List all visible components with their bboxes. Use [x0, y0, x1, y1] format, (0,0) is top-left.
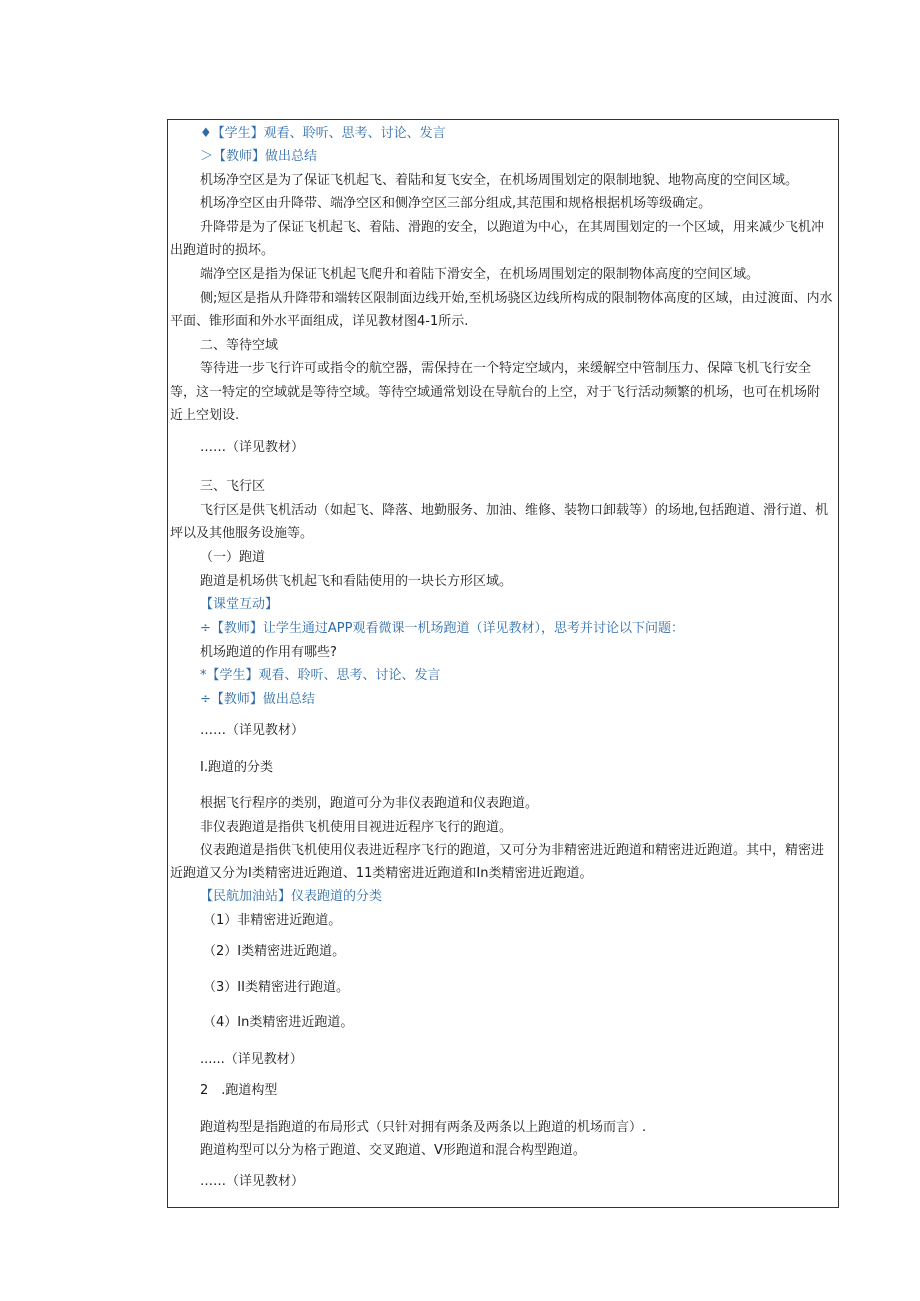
paragraph-line: 跑道构型可以分为格亍跑道、交叉跑道、V形跑道和混合构型跑道。 — [200, 1143, 586, 1158]
list-item: （1）非精密进近跑道。 — [203, 913, 342, 928]
paragraph-line: 近上空划设. — [170, 408, 240, 423]
teacher-summary-line: ＞【教师】做出总结 — [200, 149, 318, 164]
paragraph-line: 根据飞行程序的类别，跑道可分为非仪表跑道和仪表跑道。 — [200, 796, 539, 811]
paragraph-line: 等，这一特定的空域就是等待空域。等待空域通常划设在导航台的上空，对于飞行活动频繁的机场，也可在机场附 — [170, 385, 821, 400]
paragraph-line: 平面、锥形面和外水平面组成，详见教材图4-1所示. — [170, 314, 469, 329]
see-textbook-note: ......（详见教材） — [200, 1052, 303, 1067]
see-textbook-note: ……（详见教材） — [200, 1174, 305, 1189]
teacher-summary-line: ÷【教师】做出总结 — [200, 692, 315, 707]
question-line: 机场跑道的作用有哪些? — [200, 645, 337, 660]
paragraph-line: 升降带是为了保证飞机起飞、着陆、滑跑的安全，以跑道为中心，在其周围划定的一个区域，用来减少飞机冲 — [200, 220, 825, 235]
list-item: （4）In类精密进近跑道。 — [203, 1015, 354, 1030]
paragraph-line: 端净空区是指为保证飞机起飞爬升和着陆下滑安全，在机场周围划定的限制物体高度的空间区域。 — [200, 267, 760, 282]
paragraph-line: 出跑道时的损坏。 — [170, 243, 275, 258]
student-activity-line: ♦【学生】观看、聆听、思考、讨论、发言 — [200, 126, 446, 141]
section-heading: 二、等待空域 — [200, 338, 279, 353]
paragraph-line: 非仪表跑道是指供飞机使用目视进近程序飞行的跑道。 — [200, 820, 513, 835]
see-textbook-note: ……（详见教材） — [200, 440, 305, 455]
paragraph-line: 机场净空区是为了保证飞机起飞、着陆和复飞安全，在机场周围划定的限制地貌、地物高度的空间区域。 — [200, 173, 799, 188]
paragraph-line: 仪表跑道是指供飞机使用仪表进近程序飞行的跑道，又可分为非精密进近跑道和精密进近跑道。其中，精密进 — [200, 843, 825, 858]
student-activity-line: *【学生】观看、聆听、思考、讨论、发言 — [200, 668, 441, 683]
paragraph-line: 近跑道又分为I类精密进近跑道、11类精密进近跑道和In类精密进近跑道。 — [170, 866, 593, 881]
paragraph-line: 等待进一步飞行许可或指令的航空器，需保持在一个特定空域内，来缓解空中管制压力、保障飞机飞行安全 — [200, 361, 812, 376]
paragraph-line: 坪以及其他服务设施等。 — [170, 526, 314, 541]
list-item: （3）II类精密进行跑道。 — [203, 980, 349, 995]
paragraph-line: 飞行区是供飞机活动（如起飞、降落、地勤服务、加油、维修、装物口卸载等）的场地,包括跑道、滑行道、机 — [200, 503, 829, 518]
paragraph-line: 跑道构型是指跑道的布局形式（只针对拥有两条及两条以上跑道的机场而言）. — [200, 1120, 647, 1135]
paragraph-line: 机场净空区由升降带、端净空区和侧净空区三部分组成,其范围和规格根据机场等级确定。 — [200, 196, 712, 211]
teacher-instruction-line: ÷【教师】让学生通过APP观看微课一机场跑道（详见教材），思考并讨论以下问题： — [200, 621, 684, 636]
see-textbook-note: ……（详见教材） — [200, 723, 305, 738]
subsection-heading: I.跑道的分类 — [200, 760, 273, 775]
aviation-station-label: 【民航加油站】仪表跑道的分类 — [200, 889, 383, 904]
paragraph-line: 跑道是机场供飞机起飞和看陆使用的一块长方形区域。 — [200, 574, 513, 589]
subsection-heading: （一）跑道 — [200, 550, 266, 565]
list-item: （2）I类精密进近跑道。 — [203, 944, 346, 959]
classroom-interaction-label: 【课堂互动】 — [200, 597, 279, 612]
subsection-heading: 2 .跑道构型 — [200, 1083, 278, 1098]
paragraph-line: 侧;短区是指从升降带和端转区限制面边线开始,至机场骁区边线所构成的限制物体高度的区域，由过渡面、内水 — [200, 291, 833, 306]
section-heading: 三、飞行区 — [200, 479, 266, 494]
